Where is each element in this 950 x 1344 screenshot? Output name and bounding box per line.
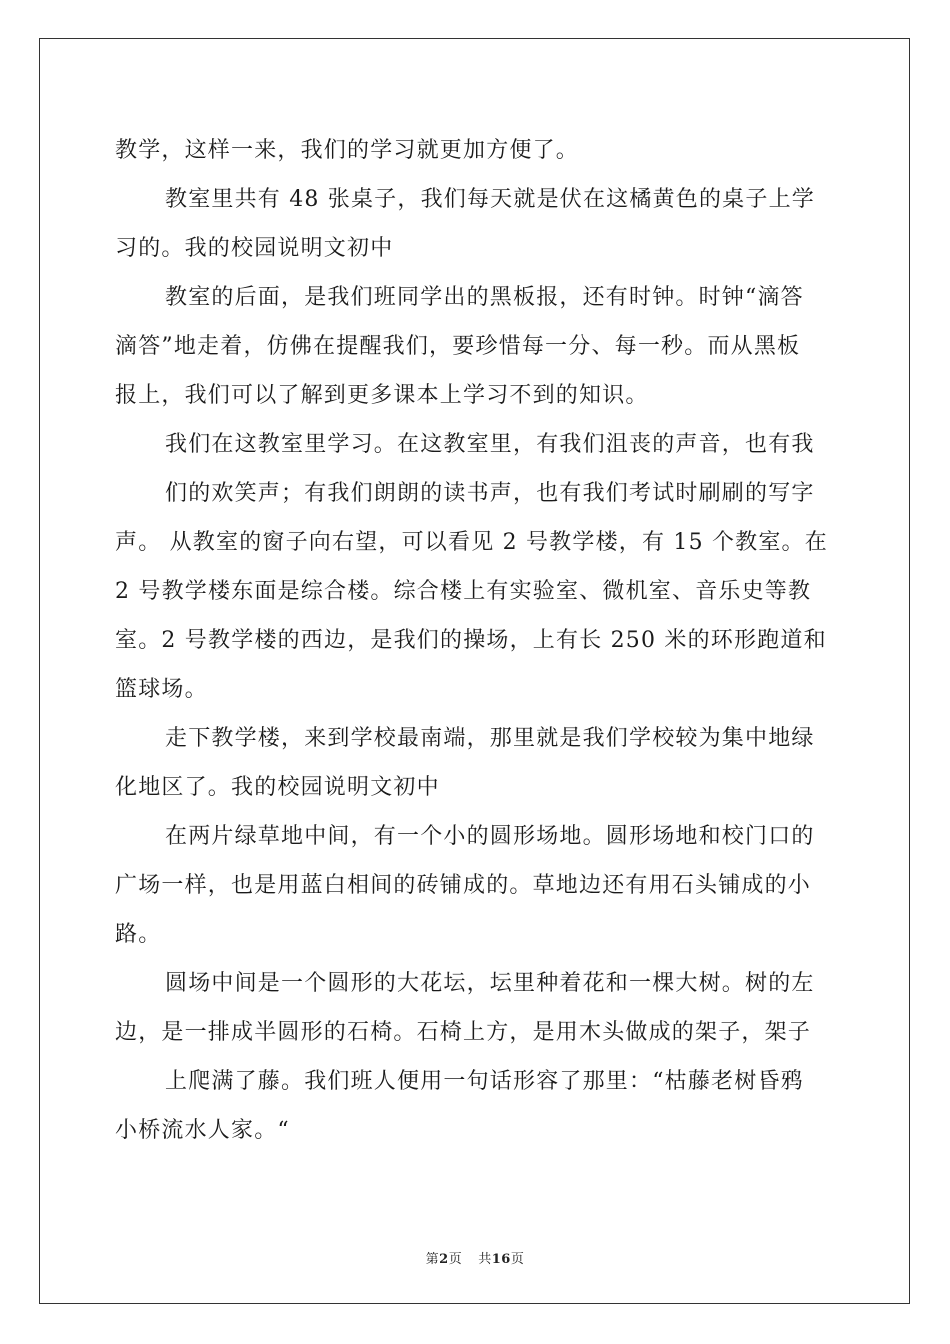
total-pages-suffix: 页 (510, 1252, 525, 1267)
text-line: 走下教学楼，来到学校最南端，那里就是我们学校较为集中地绿 (165, 726, 815, 751)
text-line: 圆场中间是一个圆形的大花坛，坛里种着花和一棵大树。树的左 (165, 971, 815, 996)
total-pages-number: 16 (491, 1252, 511, 1267)
text-line: 教室的后面，是我们班同学出的黑板报，还有时钟。时钟“滴答 (165, 285, 804, 310)
document-body (115, 126, 835, 1155)
text-line: 2 号教学楼东面是综合楼。综合楼上有实验室、微机室、音乐史等教 (115, 579, 812, 604)
current-page-number: 2 (439, 1252, 449, 1267)
text-line: 报上，我们可以了解到更多课本上学习不到的知识。 (115, 383, 649, 408)
total-pages-prefix: 共 (478, 1252, 492, 1267)
text-line: 在两片绿草地中间，有一个小的圆形场地。圆形场地和校门口的 (165, 824, 815, 849)
text-line: 室。2 号教学楼的西边，是我们的操场，上有长 250 米的环形跑道和 (115, 628, 827, 653)
text-line: 习的。我的校园说明文初中 (115, 236, 394, 261)
text-line: 边，是一排成半圆形的石椅。石椅上方，是用木头做成的架子，架子 (115, 1020, 812, 1045)
text-line: 声。 从教室的窗子向右望，可以看见 2 号教学楼，有 15 个教室。在 (115, 530, 828, 555)
text-line: 小桥流水人家。“ (115, 1118, 290, 1143)
text-line: 路。 (115, 922, 162, 947)
text-line: 们的欢笑声；有我们朗朗的读书声，也有我们考试时刷刷的写字 (165, 481, 815, 506)
text-line: 教学，这样一来，我们的学习就更加方便了。 (115, 138, 580, 163)
page-number-suffix: 页 (448, 1252, 463, 1267)
text-line: 篮球场。 (115, 677, 208, 702)
page-number-prefix: 第 (425, 1252, 440, 1267)
text-line: 滴答”地走着，仿佛在提醒我们，要珍惜每一分、每一秒。而从黑板 (115, 334, 801, 359)
text-line: 教室里共有 48 张桌子，我们每天就是伏在这橘黄色的桌子上学 (165, 187, 815, 212)
text-line: 化地区了。我的校园说明文初中 (115, 775, 440, 800)
text-line: 广场一样，也是用蓝白相间的砖铺成的。草地边还有用石头铺成的小 (115, 873, 812, 898)
text-line: 我们在这教室里学习。在这教室里，有我们沮丧的声音，也有我 (165, 432, 815, 457)
text-line: 上爬满了藤。我们班人便用一句话形容了那里：“枯藤老树昏鸦 (165, 1069, 804, 1094)
page-footer (0, 1248, 950, 1267)
